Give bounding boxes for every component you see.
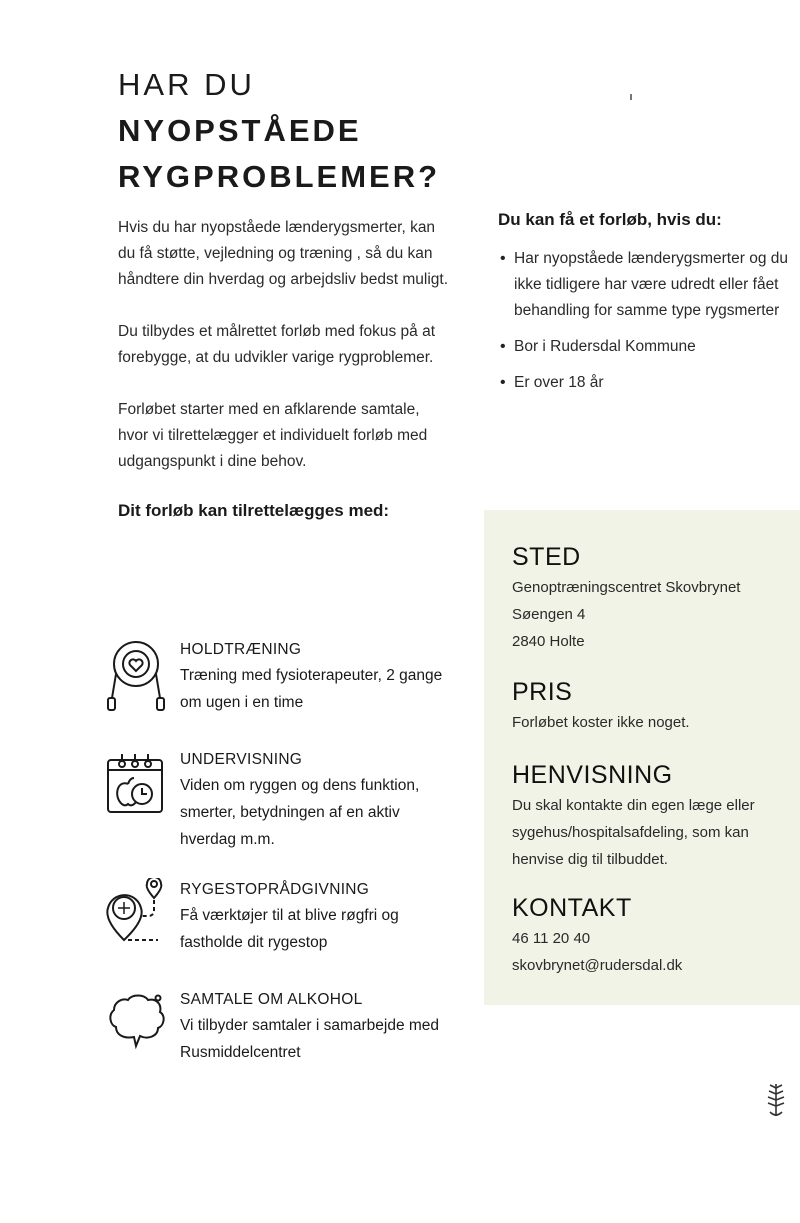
place-city: 2840 Holte <box>512 633 585 650</box>
scan-speck <box>630 94 632 100</box>
intro-paragraph-3: Forløbet starter med en afklarende samtale, hvor vi tilrettelægger et individuelt forløb med udgangspunkt i dine behov. <box>118 401 428 470</box>
place-heading: STED <box>512 543 581 571</box>
service-item <box>104 748 464 878</box>
speech-bubble-icon <box>104 988 168 1064</box>
service-item <box>104 638 464 748</box>
services-list <box>104 638 464 1098</box>
calendar-apple-clock-icon <box>104 748 168 824</box>
service-description: Vi tilbyder samtaler i samarbejde med Rusmiddelcentret <box>180 1017 440 1061</box>
jump-rope-heart-icon <box>104 638 168 714</box>
service-item <box>104 988 464 1098</box>
service-description: Viden om ryggen og dens funktion, smerter, betydningen af en aktiv hverdag m.m. <box>180 777 420 848</box>
price-heading: PRIS <box>512 678 573 706</box>
criteria-item: • Er over 18 år <box>514 370 788 396</box>
place-name: Genoptræningscentret Skovbrynet <box>512 579 741 596</box>
intro-paragraph-2: Du tilbydes et målrettet forløb med fokus på at forebygge, at du udvikler varige rygproblemer. <box>118 323 436 366</box>
info-box <box>484 510 800 1005</box>
service-title: UNDERVISNING <box>180 751 303 768</box>
contact-email[interactable]: skovbrynet@rudersdal.dk <box>512 957 683 974</box>
service-title: SAMTALE OM ALKOHOL <box>180 991 363 1008</box>
criteria-heading: Du kan få et forløb, hvis du: <box>498 210 722 229</box>
title-line-3: RYGPROBLEMER? <box>118 159 441 194</box>
location-pin-route-icon <box>104 878 168 954</box>
referral-text: Du skal kontakte din egen læge eller sygehus/hospitalsafdeling, som kan henvise dig til tilbuddet. <box>512 797 755 868</box>
service-title: HOLDTRÆNING <box>180 641 302 658</box>
services-heading: Dit forløb kan tilrettelægges med: <box>118 501 390 520</box>
criteria-section <box>498 210 788 406</box>
page-title <box>118 62 440 200</box>
service-title: RYGESTOPRÅDGIVNING <box>180 881 370 898</box>
place-street: Søengen 4 <box>512 606 586 623</box>
intro-paragraph-1: Hvis du har nyopståede lænderygsmerter, kan du få støtte, vejledning og træning , så du kan håndtere din hverdag og arbejdsliv bedst muligt. <box>118 219 449 288</box>
service-description: Træning med fysioterapeuter, 2 gange om ugen i en time <box>180 667 443 711</box>
criteria-list <box>498 246 788 396</box>
referral-heading: HENVISNING <box>512 761 673 789</box>
service-item <box>104 878 464 988</box>
title-line-1: HAR DU <box>118 67 255 102</box>
intro-section <box>118 215 448 521</box>
criteria-item: • Bor i Rudersdal Kommune <box>514 334 788 360</box>
place-address <box>512 574 797 655</box>
price-text: Forløbet koster ikke noget. <box>512 714 690 731</box>
contact-phone[interactable]: 46 11 20 40 <box>512 930 591 947</box>
rudersdal-logo-icon <box>762 1080 790 1120</box>
contact-details <box>512 925 797 979</box>
contact-heading: KONTAKT <box>512 894 632 922</box>
title-line-2: NYOPSTÅEDE <box>118 113 362 148</box>
criteria-item: • Har nyopståede lænderygsmerter og du ikke tidligere har være udredt eller fået behandling for samme type rygsmerter <box>514 246 788 324</box>
service-description: Få værktøjer til at blive røgfri og fastholde dit rygestop <box>180 907 399 951</box>
